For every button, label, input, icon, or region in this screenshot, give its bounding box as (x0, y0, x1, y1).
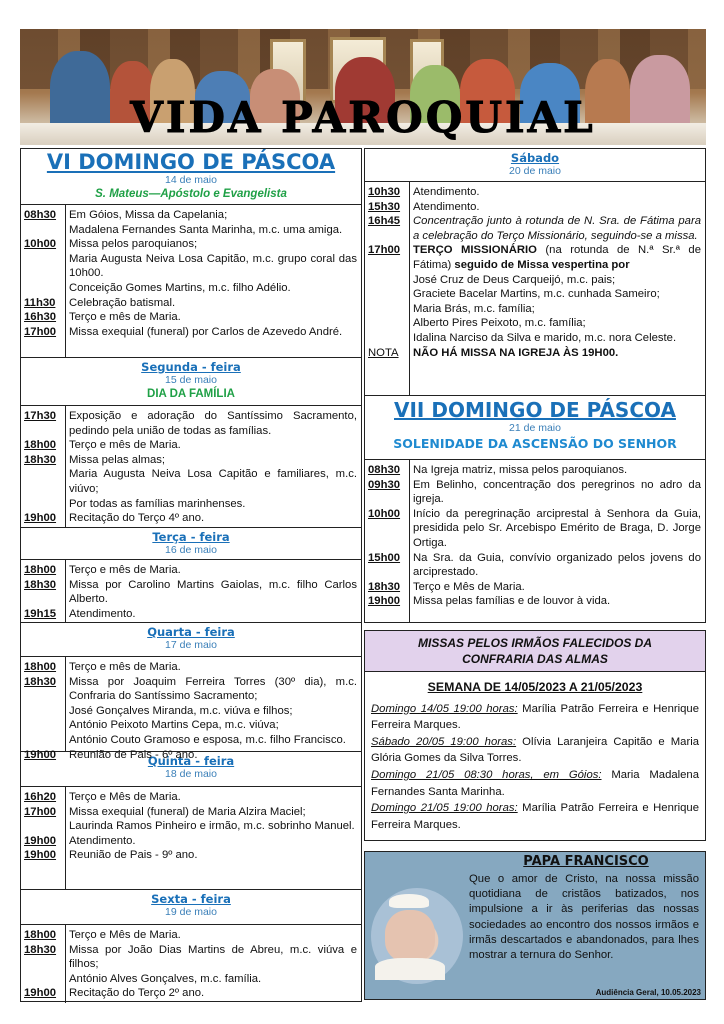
schedule-description: Atendimento. (413, 200, 480, 213)
schedule-time: 18h30 (24, 675, 57, 688)
vi-domingo-schedule (21, 205, 361, 358)
schedule-description: Missa pelas famílias e de louvor à vida. (413, 595, 611, 608)
schedule-row (21, 310, 361, 325)
vii-domingo-schedule (365, 460, 705, 622)
schedule-time: 18h30 (24, 453, 57, 466)
schedule-time: 18h30 (368, 580, 401, 593)
schedule-row (21, 467, 361, 496)
schedule-row (21, 805, 361, 820)
schedule-row (21, 607, 361, 622)
schedule-description: António Peixoto Martins Cepa, m.c. viúva; (69, 719, 279, 732)
missas-entry (371, 767, 699, 800)
schedule-row (21, 409, 361, 438)
pope-face (385, 910, 435, 962)
schedule-description: Alberto Pires Peixoto, m.c. família; (413, 317, 586, 330)
schedule-description: Atendimento. (69, 607, 136, 620)
section-header-vi-domingo (21, 149, 361, 205)
schedule-description: Terço e mês de Maria. (69, 564, 181, 576)
schedule-row (21, 675, 361, 704)
schedule-description: Terço e mês de Maria. (69, 311, 181, 324)
segunda-title: Segunda - feira (141, 360, 241, 374)
papa-francisco-box (364, 851, 706, 1000)
schedule-row (21, 237, 361, 252)
sexta-schedule (21, 925, 361, 1003)
schedule-row (365, 273, 705, 288)
schedule-description: Idalina Narciso da Silva e marido, m.c. nora Celeste. (413, 331, 677, 344)
quinta-date: 18 de maio (165, 768, 217, 780)
schedule-row (365, 594, 705, 609)
schedule-description: Em Belinho, concentração dos peregrinos no adro da igreja. (413, 478, 701, 506)
schedule-time: 11h30 (24, 296, 56, 309)
segunda-subtitle: DIA DA FAMÍLIA (147, 388, 235, 400)
schedule-time: 10h00 (24, 238, 57, 251)
schedule-description: Atendimento. (69, 834, 136, 847)
schedule-row (365, 316, 705, 331)
schedule-time (365, 273, 409, 288)
missas-entry (371, 701, 699, 734)
schedule-description: Terço e Mês de Maria. (69, 791, 181, 803)
quinta-title: Quinta - feira (147, 754, 235, 768)
left-column (20, 148, 362, 1002)
schedule-row (365, 507, 705, 551)
quarta-date: 17 de maio (165, 639, 217, 651)
schedule-row (21, 819, 361, 834)
schedule-description: Concentração junto à rotunda de N. Sra. de Fátima para a celebração do Terço Missionário, seguindo-se a missa. (413, 215, 701, 242)
vi-domingo-title: VI DOMINGO DE PÁSCOA (46, 150, 336, 174)
schedule-row (21, 252, 361, 281)
vi-domingo-date: 14 de maio (165, 174, 217, 186)
schedule-description: Em Góios, Missa da Capelania; (69, 209, 228, 221)
schedule-description: Maria Brás, m.c. família; (413, 302, 535, 315)
schedule-time: 18h30 (24, 943, 57, 956)
missas-title-line2: CONFRARIA DAS ALMAS (462, 652, 608, 666)
nota-row (365, 346, 705, 361)
schedule-description: Madalena Fernandes Santa Marinha, m.c. uma amiga. (69, 223, 343, 236)
text-fragment: TERÇO MISSIONÁRIO (413, 244, 537, 257)
terca-title: Terça - feira (152, 530, 230, 544)
sabado-date: 20 de maio (509, 165, 561, 177)
sexta-date: 19 de maio (165, 906, 217, 918)
right-column (364, 148, 706, 623)
schedule-time: 19h00 (24, 834, 57, 847)
schedule-row (21, 834, 361, 849)
vi-domingo-subtitle: S. Mateus—Apóstolo e Evangelista (95, 188, 287, 200)
text-fragment: Marília Patrão Ferreira e Henrique Ferreira Marques. (371, 702, 699, 732)
schedule-time (21, 467, 65, 496)
schedule-row (21, 704, 361, 719)
schedule-description: Reunião de Pais - 9º ano. (69, 849, 198, 862)
schedule-time: 16h45 (368, 215, 401, 228)
header-banner (20, 29, 706, 145)
schedule-row (365, 331, 705, 346)
schedule-row (21, 972, 361, 987)
schedule-description: Missa por Joaquim Ferreira Torres (30º dia), m.c. Confraria do Santíssimo Sacramento; (69, 675, 357, 703)
schedule-row (21, 733, 361, 748)
schedule-row (21, 790, 361, 805)
schedule-time: 17h00 (24, 805, 57, 818)
schedule-row (365, 580, 705, 595)
papa-source: Audiência Geral, 10.05.2023 (595, 988, 701, 997)
schedule-row (365, 185, 705, 200)
sabado-title: Sábado (510, 151, 560, 165)
terca-schedule (21, 560, 361, 623)
schedule-time: 19h00 (24, 987, 57, 1000)
schedule-description: Exposição e adoração do Santíssimo Sacramento, pedindo pela união de todas as famílias. (69, 410, 357, 437)
pope-portrait (371, 888, 463, 984)
schedule-row (21, 578, 361, 607)
schedule-description: Por todas as famílias marinhenses. (69, 497, 246, 510)
schedule-description: Missa pelos paroquianos; (69, 238, 198, 251)
sabado-schedule (365, 182, 705, 396)
schedule-description: Graciete Bacelar Martins, m.c. cunhada Sameiro; (413, 288, 660, 301)
schedule-description: José Cruz de Deus Carqueijó, m.c. pais; (413, 273, 616, 286)
section-header-sexta (21, 890, 361, 925)
schedule-row (365, 478, 705, 507)
schedule-description: Terço e mês de Maria. (69, 661, 181, 673)
schedule-time (21, 281, 65, 296)
schedule-time: 18h00 (24, 564, 57, 576)
section-header-quarta (21, 623, 361, 657)
schedule-description: José Gonçalves Miranda, m.c. viúva e filhos; (69, 704, 293, 717)
schedule-row (21, 223, 361, 238)
schedule-time: 19h00 (24, 849, 57, 862)
schedule-row (21, 748, 361, 763)
schedule-time: 19h00 (368, 595, 401, 608)
schedule-time: NOTA (368, 346, 399, 359)
schedule-description: NÃO HÁ MISSA NA IGREJA ÀS 19H00. (413, 346, 619, 359)
schedule-time: 10h30 (368, 186, 401, 198)
missas-body (365, 672, 705, 837)
schedule-time: 18h00 (24, 661, 57, 673)
schedule-description: Atendimento. (413, 186, 480, 198)
schedule-time: 09h30 (368, 478, 401, 491)
segunda-schedule (21, 406, 361, 528)
schedule-description: Laurinda Ramos Pinheiro e irmão, m.c. sobrinho Manuel. (69, 820, 355, 833)
schedule-time (21, 252, 65, 281)
schedule-time (21, 733, 65, 748)
schedule-description: Missa por João Dias Martins de Abreu, m.c. viúva e filhos; (69, 943, 357, 971)
schedule-time (365, 287, 409, 302)
schedule-row (21, 497, 361, 512)
schedule-time: 18h00 (24, 439, 57, 452)
text-fragment: Domingo 21/05 08:30 horas, em Góios: (371, 768, 602, 781)
schedule-time: 19h00 (24, 512, 57, 525)
schedule-time: 19h15 (24, 607, 57, 620)
text-fragment: seguido de Missa vespertina por (451, 258, 630, 271)
schedule-time: 19h00 (24, 748, 57, 761)
schedule-row (21, 281, 361, 296)
schedule-description: Recitação do Terço 4º ano. (69, 512, 205, 525)
missas-title-line1: MISSAS PELOS IRMÃOS FALECIDOS DA (417, 636, 653, 650)
schedule-time (21, 223, 65, 238)
schedule-description: Celebração batismal. (69, 296, 176, 309)
schedule-time: 17h30 (24, 410, 57, 422)
schedule-description: Missa pelas almas; (69, 453, 166, 466)
schedule-row (21, 928, 361, 943)
schedule-description: Início da peregrinação arciprestal à Senhora da Guia, presidida pelo Sr. Arcebispo Emérito de Braga, D. Jorge Ortiga. (413, 507, 701, 549)
schedule-description: Terço e Mês de Maria. (69, 929, 181, 941)
schedule-description: Na Sra. da Guia, convívio organizado pelos jovens do arciprestado. (413, 551, 701, 579)
schedule-row (21, 660, 361, 675)
schedule-row (365, 200, 705, 215)
schedule-time (21, 819, 65, 834)
schedule-row (365, 287, 705, 302)
schedule-row (21, 848, 361, 863)
sexta-title: Sexta - feira (151, 892, 231, 906)
schedule-time: 15h00 (368, 551, 401, 564)
missas-entry (371, 800, 699, 833)
segunda-date: 15 de maio (165, 374, 217, 386)
schedule-time: 17h00 (368, 244, 401, 257)
schedule-description: Missa por Carolino Martins Gaiolas, m.c. filho Carlos Alberto. (69, 578, 357, 606)
quinta-schedule (21, 787, 361, 890)
section-header-terca (21, 528, 361, 560)
schedule-description (409, 243, 705, 272)
schedule-time (21, 497, 65, 512)
missas-entry (371, 734, 699, 767)
section-header-segunda (21, 358, 361, 406)
text-fragment: Maria Madalena Fernandes Santa Marinha. (371, 768, 699, 798)
missas-confraria-box (364, 630, 706, 841)
schedule-time (365, 331, 409, 346)
schedule-description: Na Igreja matriz, missa pelos paroquianos. (413, 464, 628, 476)
section-header-vii-domingo (365, 396, 705, 460)
schedule-description: Reunião de Pais - 6º ano. (69, 748, 198, 761)
text-fragment: Domingo 21/05 19:00 horas: (371, 802, 518, 815)
vii-domingo-subtitle: SOLENIDADE DA ASCENSÃO DO SENHOR (393, 436, 677, 451)
schedule-time: 16h30 (24, 311, 57, 324)
schedule-description: Terço e Mês de Maria. (413, 580, 525, 593)
schedule-row (21, 986, 361, 1001)
schedule-description: António Alves Gonçalves, m.c. família. (69, 972, 262, 985)
schedule-row (365, 551, 705, 580)
section-header-sabado (365, 149, 705, 182)
schedule-time: 18h30 (24, 578, 57, 591)
papa-title: PAPA FRANCISCO (523, 854, 649, 869)
schedule-row (365, 302, 705, 317)
schedule-row (21, 453, 361, 468)
text-fragment: (na rotunda de N.ª Sr.ª de Fátima) (413, 244, 701, 271)
schedule-time: 08h30 (368, 464, 401, 476)
schedule-time: 10h00 (368, 507, 401, 520)
quarta-title: Quarta - feira (147, 625, 235, 639)
papa-quote: Que o amor de Cristo, na nossa missão quotidiana de cristãos batizados, nos impulsione a ir às periferias das nossas sociedades ao encontro dos nossos irmãos e irmãs descartados e abandonados, para lhes mostrar a ternura do Senhor. (469, 873, 699, 962)
schedule-description: António Couto Gramoso e esposa, m.c. filho Francisco. (69, 733, 346, 746)
missas-header (365, 631, 705, 672)
text-fragment: Olívia Laranjeira Capitão e Maria Glória Gomes da Silva Torres. (371, 735, 700, 765)
pope-cassock (375, 958, 445, 980)
text-fragment: Sábado 20/05 19:00 horas: (371, 735, 517, 748)
schedule-time: 17h00 (24, 325, 57, 338)
schedule-time: 18h00 (24, 929, 57, 941)
schedule-time (21, 972, 65, 987)
schedule-description: Missa exequial (funeral) por Carlos de Azevedo André. (69, 325, 343, 338)
page-title: VIDA PAROQUIAL (130, 93, 596, 142)
schedule-row (21, 296, 361, 311)
pope-zucchetto (389, 894, 429, 908)
schedule-description: Conceição Gomes Martins, m.c. filho Adélio. (69, 281, 291, 294)
schedule-description: Maria Augusta Neiva Losa Capitão e familiares, m.c. viúvo; (69, 468, 357, 495)
vii-domingo-date: 21 de maio (509, 422, 561, 434)
schedule-description: Terço e mês de Maria. (69, 439, 181, 452)
vii-domingo-title: VII DOMINGO DE PÁSCOA (394, 398, 676, 422)
schedule-time: 15h30 (368, 200, 401, 213)
schedule-time: 08h30 (24, 209, 57, 221)
schedule-time: 16h20 (24, 791, 57, 803)
schedule-description: Maria Augusta Neiva Losa Capitão, m.c. grupo coral das 10h00. (69, 252, 357, 280)
schedule-row (21, 438, 361, 453)
schedule-row (365, 463, 705, 478)
schedule-row (21, 511, 361, 526)
schedule-row (365, 214, 705, 243)
text-fragment: Marília Patrão Ferreira e Henrique Ferreira Marques. (371, 802, 699, 831)
schedule-row-terco-missionario (365, 243, 705, 272)
terca-date: 16 de maio (165, 544, 217, 556)
schedule-time (21, 704, 65, 719)
text-fragment: Domingo 14/05 19:00 horas: (371, 702, 518, 715)
schedule-description: Recitação do Terço 2º ano. (69, 987, 205, 1000)
schedule-time (365, 316, 409, 331)
schedule-row (21, 718, 361, 733)
schedule-time (21, 718, 65, 733)
schedule-row (21, 563, 361, 578)
schedule-time (365, 302, 409, 317)
schedule-row (21, 943, 361, 972)
missas-week: SEMANA DE 14/05/2023 A 21/05/2023 (427, 680, 643, 694)
schedule-row (21, 208, 361, 223)
schedule-row (21, 325, 361, 340)
schedule-description: Missa exequial (funeral) de Maria Alzira Maciel; (69, 805, 306, 818)
